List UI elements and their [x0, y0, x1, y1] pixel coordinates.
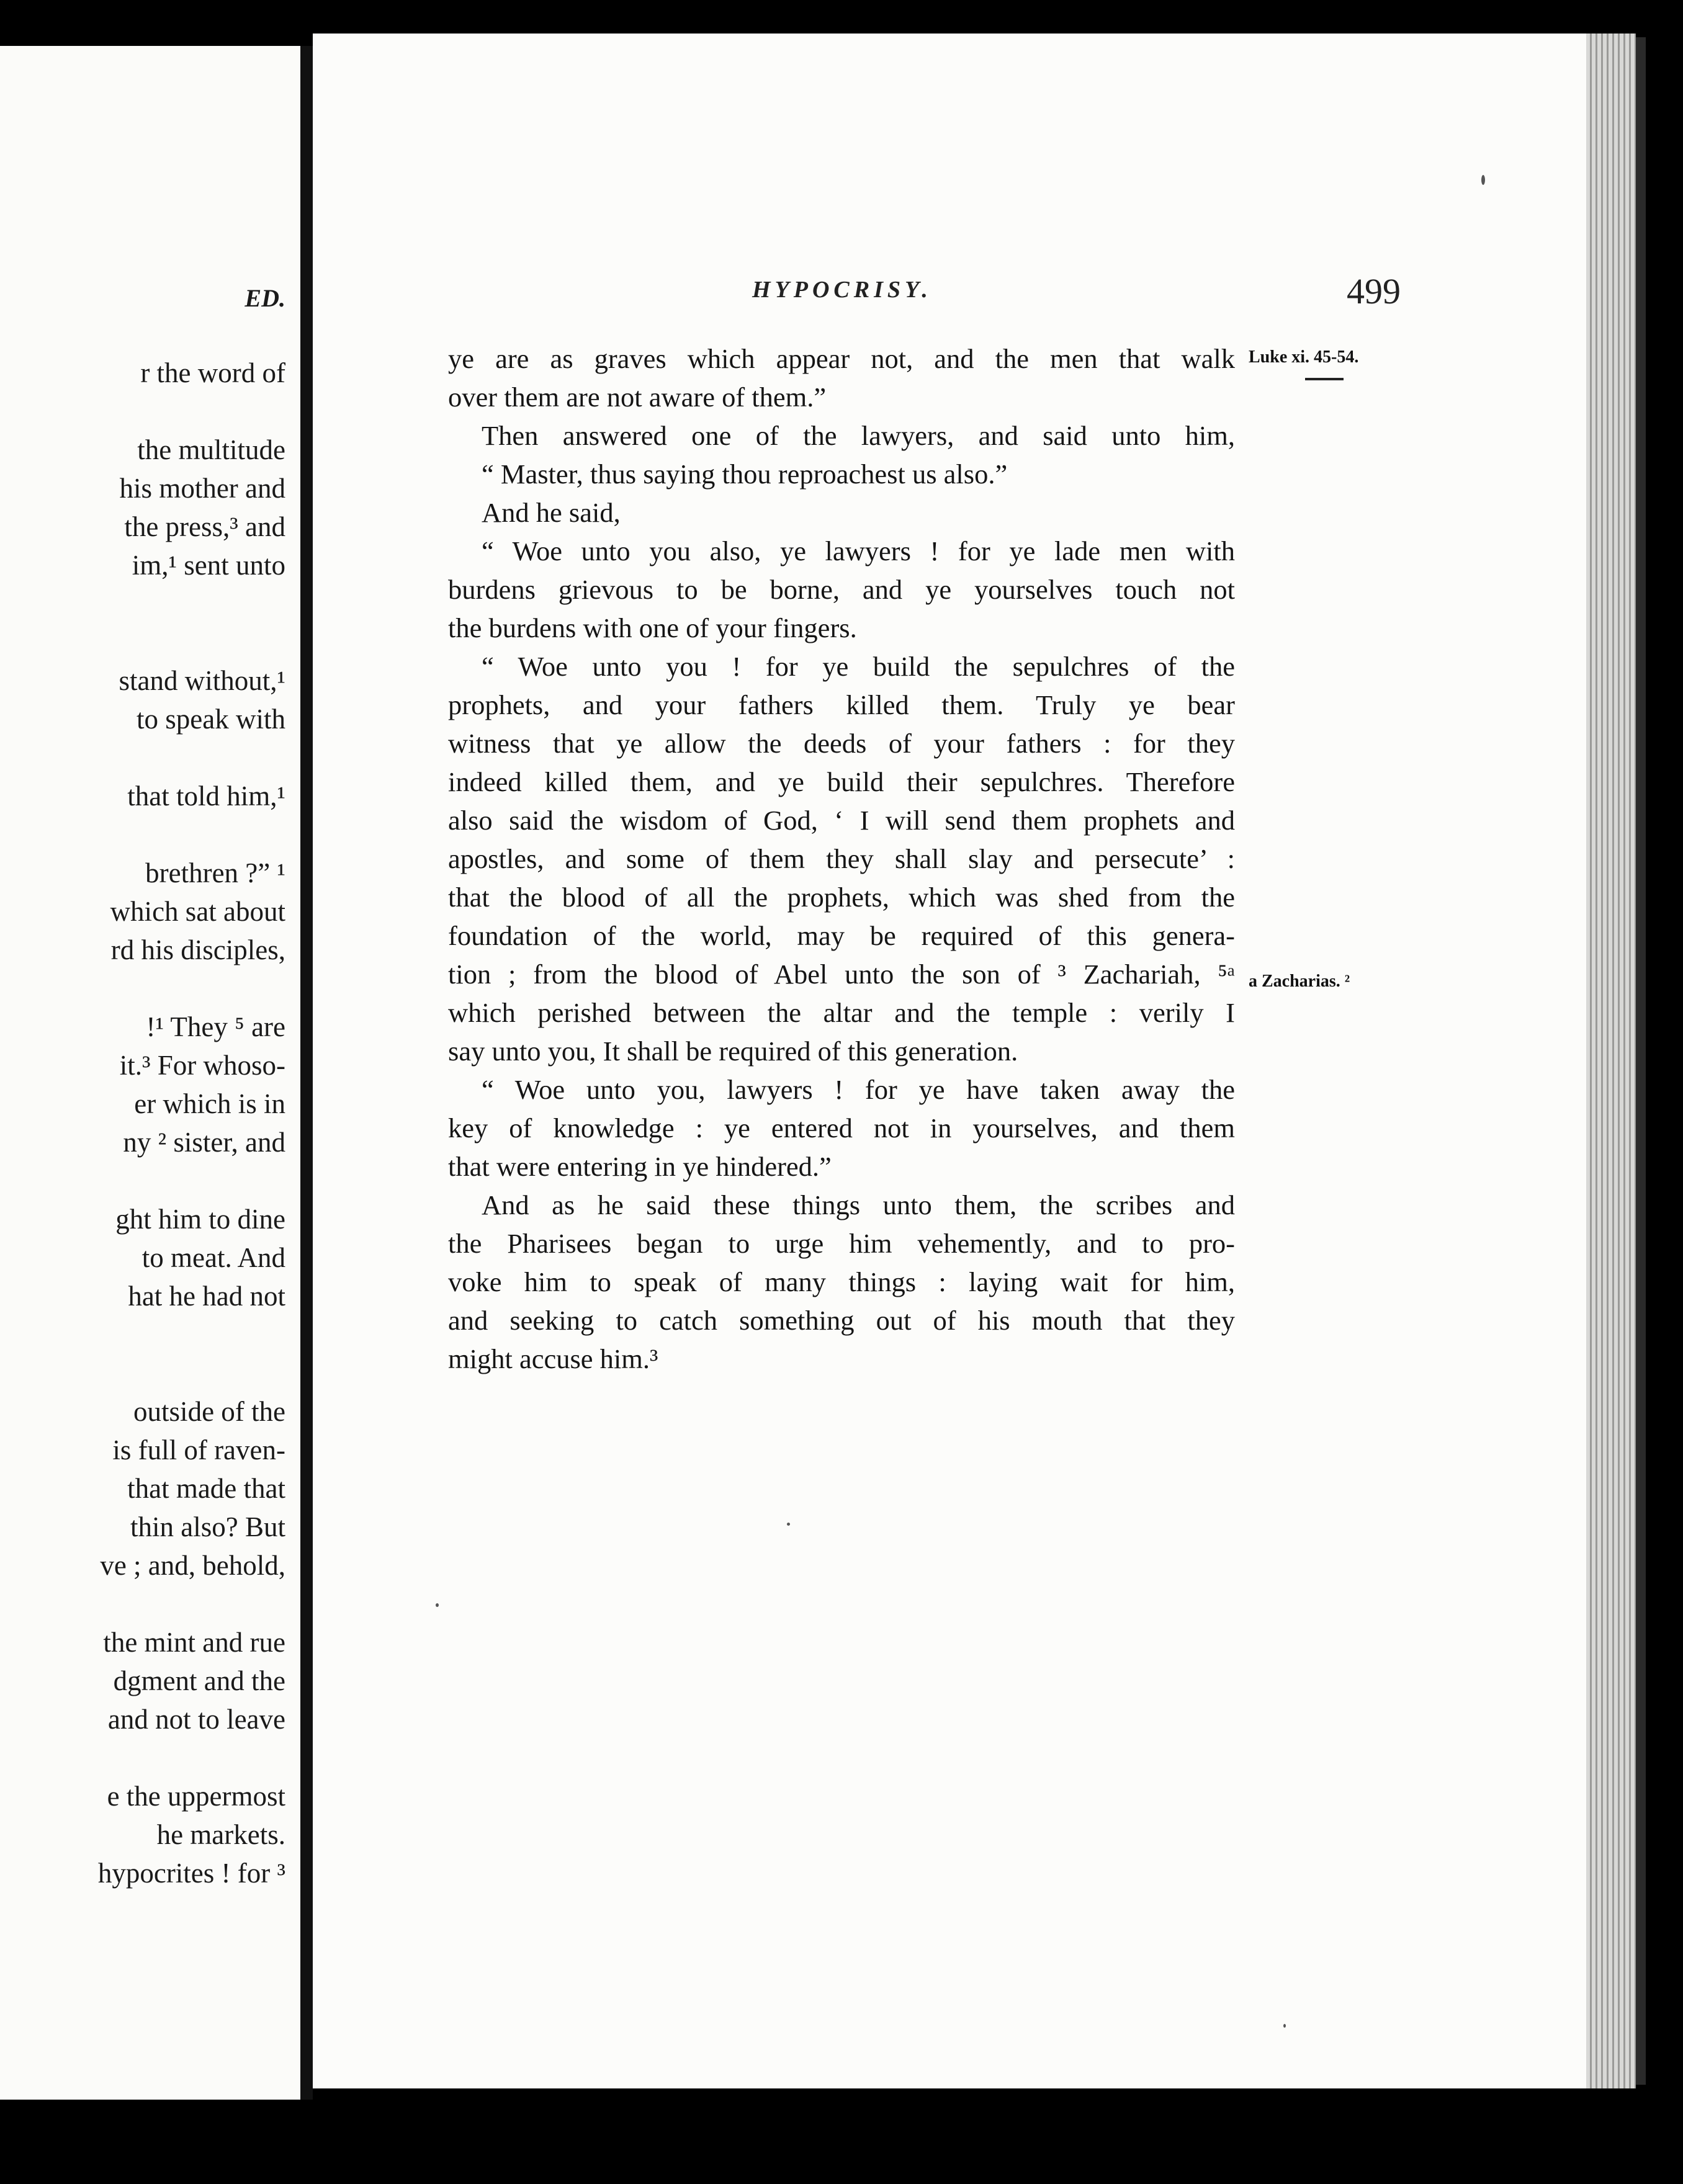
left-page-line: that made that — [127, 1473, 285, 1504]
text-line: which perished between the altar and the temple : verily I — [448, 997, 1235, 1028]
scan-speck — [1283, 2024, 1286, 2028]
left-page-line: it.³ For whoso- — [119, 1050, 285, 1081]
text-line: “ Master, thus saying thou reproachest us also.” — [482, 459, 1008, 490]
text-line: witness that ye allow the deeds of your fathers : for they — [448, 728, 1235, 759]
left-page-line: dgment and the — [113, 1665, 285, 1696]
text-line: And as he said these things unto them, the scribes and — [482, 1189, 1235, 1220]
text-line: Then answered one of the lawyers, and said unto him, — [482, 420, 1235, 451]
text-line: ye are as graves which appear not, and the men that walk — [448, 343, 1235, 374]
left-page-line: im,¹ sent unto — [132, 550, 285, 581]
left-page-line: that told him,¹ — [127, 781, 285, 812]
text-line: indeed killed them, and ye build their sepulchres. Therefore — [448, 766, 1235, 797]
left-page-line: brethren ?” ¹ — [145, 857, 285, 888]
left-page-line: the mint and rue — [103, 1627, 285, 1658]
left-page-line: to meat. And — [141, 1242, 285, 1273]
left-page-line: the press,³ and — [124, 511, 285, 542]
margin-reference-rule — [1305, 378, 1344, 380]
running-head: HYPOCRISY. — [752, 277, 932, 303]
left-page-line: his mother and — [119, 473, 285, 504]
body-text — [448, 339, 1235, 1378]
left-page-line: he markets. — [156, 1819, 285, 1850]
text-line: foundation of the world, may be required of this genera- — [448, 920, 1235, 951]
text-line: also said the wisdom of God, ‘ I will send them prophets and — [448, 805, 1235, 836]
left-page-line: the multitude — [137, 434, 285, 465]
left-page-line: er which is in — [134, 1088, 285, 1119]
left-page-line: outside of the — [133, 1396, 285, 1427]
page-edge-shadow — [1636, 37, 1646, 2085]
margin-reference-luke: Luke xi. 45-54. — [1249, 347, 1359, 367]
left-page-line: thin also? But — [130, 1511, 285, 1542]
text-line: voke him to speak of many things : laying wait for him, — [448, 1266, 1235, 1297]
text-line: “ Woe unto you, lawyers ! for ye have taken away the — [482, 1074, 1235, 1105]
text-line: say unto you, It shall be required of this generation. — [448, 1036, 1018, 1067]
text-line: apostles, and some of them they shall slay and persecute’ : — [448, 843, 1235, 874]
left-page-line: stand without,¹ — [119, 665, 285, 696]
text-line: the burdens with one of your fingers. — [448, 612, 857, 643]
left-page-line: ve ; and, behold, — [100, 1550, 285, 1581]
text-line: might accuse him.³ — [448, 1343, 658, 1374]
left-page-line: and not to leave — [107, 1704, 285, 1735]
left-page-line: which sat about — [110, 896, 285, 927]
scan-speck — [1481, 175, 1485, 185]
scan-speck — [787, 1523, 790, 1526]
text-line: over them are not aware of them.” — [448, 382, 827, 413]
left-page-line: r the word of — [140, 357, 285, 388]
left-page-line: rd his disciples, — [110, 934, 285, 965]
left-page — [0, 46, 300, 2100]
left-page-line: !¹ They ⁵ are — [146, 1011, 285, 1042]
text-line: “ Woe unto you also, ye lawyers ! for ye lade men with — [482, 535, 1235, 566]
page-edges — [1586, 34, 1636, 2088]
left-page-line: ny ² sister, and — [123, 1127, 285, 1158]
text-line: “ Woe unto you ! for ye build the sepulchres of the — [482, 651, 1235, 682]
left-page-line: hypocrites ! for ³ — [97, 1858, 285, 1889]
text-line: that were entering in ye hindered.” — [448, 1151, 832, 1182]
left-page-line: ght him to dine — [115, 1204, 285, 1235]
book-gutter — [300, 46, 313, 2100]
text-line: that the blood of all the prophets, which was shed from the — [448, 882, 1235, 913]
text-line: burdens grievous to be borne, and ye yourselves touch not — [448, 574, 1235, 605]
left-page-line: e the uppermost — [107, 1781, 285, 1812]
text-line: And he said, — [482, 497, 621, 528]
text-line: the Pharisees began to urge him vehemently, and to pro- — [448, 1228, 1235, 1259]
text-line: key of knowledge : ye entered not in yourselves, and them — [448, 1112, 1235, 1143]
scan-speck — [436, 1603, 439, 1607]
page-number: 499 — [1347, 271, 1401, 311]
text-line: prophets, and your fathers killed them. Truly ye bear — [448, 689, 1235, 720]
text-line: and seeking to catch something out of his mouth that they — [448, 1305, 1235, 1336]
margin-note-zacharias: a Zacharias. ² — [1249, 972, 1350, 991]
text-line: tion ; from the blood of Abel unto the son of ³ Zachariah, ⁵ᵃ — [448, 959, 1235, 990]
left-page-line: hat he had not — [128, 1281, 285, 1312]
left-page-line: is full of raven- — [112, 1434, 285, 1466]
left-page-header-fragment: ED. — [245, 284, 285, 312]
left-page-line: to speak with — [137, 704, 285, 735]
